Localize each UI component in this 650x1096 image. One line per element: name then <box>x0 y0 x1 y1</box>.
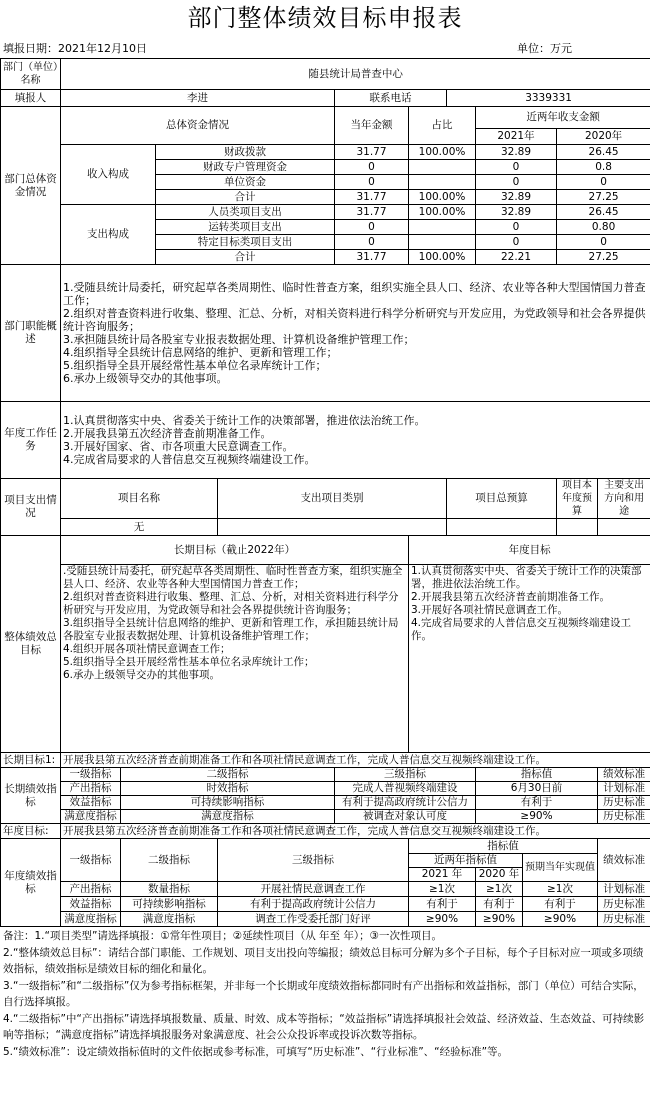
table-row <box>1 882 650 897</box>
income-ratio: 100.00% <box>409 190 476 205</box>
performance-form-table <box>0 58 650 927</box>
project-budget <box>447 519 557 536</box>
income-ratio <box>409 160 476 175</box>
year-indicator-label: 年度绩效指标 <box>1 839 61 927</box>
long-goal-line: 6.承办上级领导交办的其他事项。 <box>63 669 221 681</box>
year-l3: 调查工作受委托部门好评 <box>218 912 409 927</box>
long-std: 历史标准 <box>598 796 650 810</box>
year-expected: 有利于 <box>523 897 598 912</box>
duty-line: 6.承办上级领导交办的其他事项。 <box>63 372 228 385</box>
tasks-text <box>61 402 650 479</box>
expense-ratio <box>409 220 476 235</box>
funds-year2: 2020年 <box>557 129 650 145</box>
expense-2020: 27.25 <box>557 250 650 265</box>
task-line: 2.开展我县第五次经济普查前期准备工作。 <box>63 427 272 440</box>
dept-name: 随县统计局普查中心 <box>61 59 650 90</box>
funds-header-recent: 近两年收支金额 <box>476 107 650 129</box>
year-goal-line: 3.开展好各项社情民意调查工作。 <box>411 604 569 616</box>
task-line: 1.认真贯彻落实中央、省委关于统计工作的决策部署，推进依法治统工作。 <box>63 414 426 427</box>
long-h2: 二级指标 <box>121 768 335 782</box>
year-v2020: ≥1次 <box>476 882 523 897</box>
duties-label: 部门职能概述 <box>1 265 61 402</box>
income-item-name: 单位资金 <box>156 175 335 190</box>
year-l2: 数量指标 <box>121 882 218 897</box>
expense-2021: 0 <box>476 235 557 250</box>
expense-2020: 26.45 <box>557 205 650 220</box>
funds-section-label: 部门总体资金情况 <box>1 107 61 265</box>
income-2021: 0 <box>476 160 557 175</box>
project-name: 无 <box>61 519 218 536</box>
table-row <box>1 145 650 160</box>
task-line: 4.完成省局要求的人普信息交互视频终端建设工作。 <box>63 453 316 466</box>
income-item-name: 财政专户管理资金 <box>156 160 335 175</box>
income-2020: 0 <box>557 175 650 190</box>
meta-bar <box>0 36 650 58</box>
long-l2: 时效指标 <box>121 782 335 796</box>
expense-2021: 0 <box>476 220 557 235</box>
income-2020: 27.25 <box>557 190 650 205</box>
long-goal-header: 长期目标（截止2022年） <box>61 536 409 565</box>
note-line: 3.“一级指标”和“二级指标”仅为参考指标框架，并非每一个长期或年度绩效指标都同时有产出指标和效益指标，部门（单位）可结合实际，自行选择填报。 <box>3 979 644 1008</box>
long-l2: 满意度指标 <box>121 810 335 824</box>
year-std: 历史标准 <box>598 912 650 927</box>
expense-2021: 22.21 <box>476 250 557 265</box>
long-std: 历史标准 <box>598 810 650 824</box>
year-l3: 有利于提高政府统计公信力 <box>218 897 409 912</box>
long-goal-line: 5.组织指导全县开展经常性基本单位名录库统计工作； <box>63 656 315 668</box>
duties-text <box>61 265 650 402</box>
contact-phone: 3339331 <box>447 90 650 107</box>
income-current: 31.77 <box>335 145 409 160</box>
expense-ratio: 100.00% <box>409 205 476 220</box>
year-std: 计划标准 <box>598 882 650 897</box>
year-std: 历史标准 <box>598 897 650 912</box>
expense-current: 0 <box>335 220 409 235</box>
year-l1: 产出指标 <box>61 882 121 897</box>
expense-total-label: 合计 <box>156 250 335 265</box>
long-h5: 绩效标准 <box>598 768 650 782</box>
table-row <box>1 912 650 927</box>
long-goal-1-text: 开展我县第五次经济普查前期准备工作和各项社情民意调查工作，完成人普信息交互视频终端建设工作。 <box>61 753 650 768</box>
duty-line: 4.组织指导全县统计信息网络的维护、更新和管理工作； <box>63 346 338 359</box>
year-l2: 可持续影响指标 <box>121 897 218 912</box>
expense-ratio <box>409 235 476 250</box>
long-goal-line: 2.组织对普查资料进行收集、整理、汇总、分析，对相关资料进行科学分析研究与开发应用，为党政领导和社会各界提供统计咨询服务； <box>63 591 399 616</box>
year-h-recent: 近两年指标值 <box>409 854 523 868</box>
funds-header-current: 当年金额 <box>335 107 409 145</box>
expense-item-name: 运转类项目支出 <box>156 220 335 235</box>
long-goal-text <box>61 565 409 753</box>
expense-current: 0 <box>335 235 409 250</box>
long-l1: 产出指标 <box>61 782 121 796</box>
table-row <box>1 897 650 912</box>
expense-ratio: 100.00% <box>409 250 476 265</box>
unit-label: 单位：万元 <box>517 42 572 55</box>
income-2020: 0.8 <box>557 160 650 175</box>
projects-h-year-budget: 项目本年度预算 <box>557 479 598 519</box>
note-line: 2.“整体绩效总目标”：请结合部门职能、工作规划、项目支出投向等编报；绩效总目标可分解为多个子目标，每个子目标对应一项或多项绩效指标，绩效指标是绩效目标的细化和量化。 <box>3 946 644 975</box>
funds-header-ratio: 占比 <box>409 107 476 145</box>
income-ratio <box>409 175 476 190</box>
projects-h-name: 项目名称 <box>61 479 218 519</box>
year-h-2021: 2021 年 <box>409 868 476 882</box>
expense-2020: 0.80 <box>557 220 650 235</box>
year-expected: ≥1次 <box>523 882 598 897</box>
table-row <box>1 810 650 824</box>
long-value: ≥90% <box>476 810 598 824</box>
year-h-value: 指标值 <box>409 839 598 854</box>
income-2020: 26.45 <box>557 145 650 160</box>
note-line: 4.“二级指标”中“产出指标”请选择填报数量、质量、时效、成本等指标；“效益指标”请选择填报社会效益、经济效益、生态效益、可持续影响等指标；“满意度指标”请选择填报服务对象满意度、社会公众投诉率或投诉次数等指标。 <box>3 1012 645 1041</box>
long-l3: 有利于提高政府统计公信力 <box>335 796 476 810</box>
year-l1: 效益指标 <box>61 897 121 912</box>
year-goal-text-line: 开展我县第五次经济普查前期准备工作和各项社情民意调查工作，完成人普信息交互视频终端建设工作。 <box>61 824 650 839</box>
contact-label: 联系电话 <box>335 90 447 107</box>
projects-h-budget: 项目总预算 <box>447 479 557 519</box>
income-total-label: 合计 <box>156 190 335 205</box>
long-indicator-label: 长期绩效指标 <box>1 768 61 824</box>
long-h1: 一级指标 <box>61 768 121 782</box>
expense-2021: 32.89 <box>476 205 557 220</box>
year-h1: 一级指标 <box>61 839 121 882</box>
dept-label: 部门（单位）名称 <box>1 59 61 90</box>
long-h3: 三级指标 <box>335 768 476 782</box>
projects-h-category: 支出项目类别 <box>218 479 447 519</box>
project-year-budget <box>557 519 598 536</box>
overall-goal-label: 整体绩效总目标 <box>1 536 61 753</box>
table-row <box>1 796 650 810</box>
table-row <box>1 782 650 796</box>
filler-name: 李进 <box>61 90 335 107</box>
project-usage <box>598 519 650 536</box>
tasks-label: 年度工作任务 <box>1 402 61 479</box>
duty-line: 5.组织指导全县开展经常性基本单位名录库统计工作； <box>63 359 327 372</box>
income-2021: 0 <box>476 175 557 190</box>
long-goal-line: 4.组织开展各项社情民意调查工作； <box>63 643 231 655</box>
income-current: 0 <box>335 160 409 175</box>
year-l2: 满意度指标 <box>121 912 218 927</box>
year-goal-line: 1.认真贯彻落实中央、省委关于统计工作的决策部署，推进依法治统工作。 <box>411 565 642 590</box>
page-title: 部门整体绩效目标申报表 <box>187 4 463 32</box>
long-l1: 满意度指标 <box>61 810 121 824</box>
expense-current: 31.77 <box>335 205 409 220</box>
year-v2020: ≥90% <box>476 912 523 927</box>
funds-header-overall: 总体资金情况 <box>61 107 335 145</box>
table-row <box>1 519 650 536</box>
notes-section <box>0 927 650 1060</box>
income-current: 31.77 <box>335 190 409 205</box>
note-line: 备注：1.“项目类型”请选择填报：①常年性项目；②延续性项目（从 年至 年）；③一次性项目。 <box>3 930 443 942</box>
year-h2: 二级指标 <box>121 839 218 882</box>
task-line: 3.开展好国家、省、市各项重大民意调查工作。 <box>63 440 294 453</box>
year-goal-line: 2.开展我县第五次经济普查前期准备工作。 <box>411 591 611 603</box>
duty-line: 3.承担随县统计局各股室专业报表数据处理、计算机设备维护管理工作； <box>63 333 415 346</box>
project-category <box>218 519 447 536</box>
long-h4: 指标值 <box>476 768 598 782</box>
income-2021: 32.89 <box>476 190 557 205</box>
year-l1: 满意度指标 <box>61 912 121 927</box>
year-expected: ≥90% <box>523 912 598 927</box>
year-goal-text <box>409 565 650 753</box>
note-line: 5.“绩效标准”：设定绩效指标值时的文件依据或参考标准，可填写“历史标准”、“行业标准”、“经验标准”等。 <box>3 1045 509 1058</box>
year-v2021: ≥90% <box>409 912 476 927</box>
income-item-name: 财政拨款 <box>156 145 335 160</box>
year-v2020: 有利于 <box>476 897 523 912</box>
expense-2020: 0 <box>557 235 650 250</box>
projects-h-usage: 主要支出方向和用途 <box>598 479 650 519</box>
year-goal-label: 年度目标: <box>1 824 61 839</box>
expense-current: 31.77 <box>335 250 409 265</box>
year-h-2020: 2020 年 <box>476 868 523 882</box>
table-row <box>1 205 650 220</box>
funds-year1: 2021年 <box>476 129 557 145</box>
long-value: 有利于 <box>476 796 598 810</box>
long-l3: 完成人普视频终端建设 <box>335 782 476 796</box>
long-std: 计划标准 <box>598 782 650 796</box>
year-v2021: 有利于 <box>409 897 476 912</box>
duty-line: 2.组织对普查资料进行收集、整理、汇总、分析，对相关资料进行科学分析研究与开发应用，为党政领导和社会各界提供统计咨询服务； <box>63 307 646 333</box>
fill-date: 填报日期：2021年12月10日 <box>3 42 147 55</box>
income-2021: 32.89 <box>476 145 557 160</box>
duty-line: 1.受随县统计局委托，研究起草各类周期性、临时性普查方案，组织实施全县人口、经济、农业等各种大型国情国力普查工作； <box>63 281 646 307</box>
long-goal-line: .受随县统计局委托，研究起草各类周期性、临时性普查方案，组织实施全县人口、经济、农业等各种大型国情国力普查工作； <box>63 565 403 590</box>
year-l3: 开展社情民意调查工作 <box>218 882 409 897</box>
projects-label: 项目支出情况 <box>1 479 61 536</box>
long-goal-1-label: 长期目标1: <box>1 753 61 768</box>
long-l2: 可持续影响指标 <box>121 796 335 810</box>
long-l1: 效益指标 <box>61 796 121 810</box>
year-goal-header: 年度目标 <box>409 536 650 565</box>
year-h-std: 绩效标准 <box>598 839 650 882</box>
year-goal-line: 4.完成省局要求的人普信息交互视频终端建设工作。 <box>411 617 632 642</box>
expense-item-name: 人员类项目支出 <box>156 205 335 220</box>
expense-item-name: 特定目标类项目支出 <box>156 235 335 250</box>
filler-label: 填报人 <box>1 90 61 107</box>
income-label: 收入构成 <box>61 145 156 205</box>
long-value: 6月30日前 <box>476 782 598 796</box>
income-current: 0 <box>335 175 409 190</box>
year-h-expected: 预期当年实现值 <box>523 854 598 882</box>
long-l3: 被调查对象认可度 <box>335 810 476 824</box>
expense-label: 支出构成 <box>61 205 156 265</box>
year-v2021: ≥1次 <box>409 882 476 897</box>
income-ratio: 100.00% <box>409 145 476 160</box>
year-h3: 三级指标 <box>218 839 409 882</box>
long-goal-line: 3.组织指导全县统计信息网络的维护、更新和管理工作，承担随县统计局各股室专业报表数据处理、计算机设备维护管理工作； <box>63 617 399 642</box>
